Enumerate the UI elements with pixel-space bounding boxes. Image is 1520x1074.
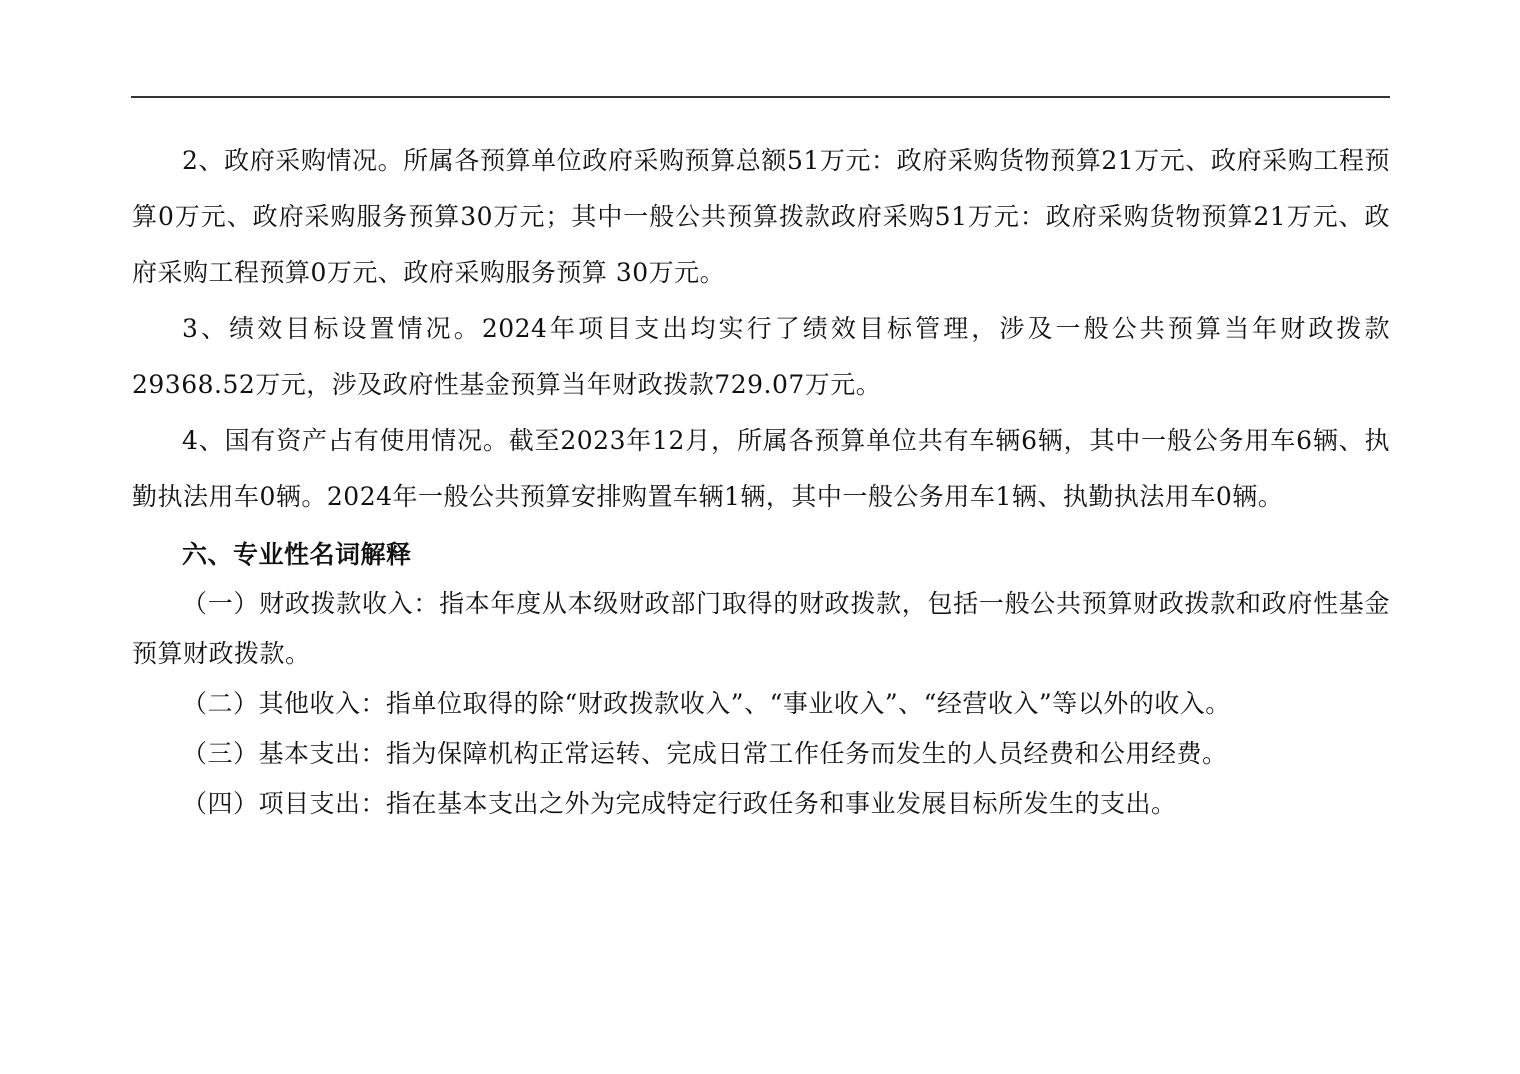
header-rule [131, 96, 1390, 98]
section-heading-terminology: 六、专业性名词解释 [182, 540, 412, 569]
paragraph-state-assets: 4、国有资产占有使用情况。截至2023年12月，所属各预算单位共有车辆6辆，其中一般公务用车6辆、执勤执法用车0辆。2024年一般公共预算安排购置车辆1辆，其中一般公务用车1辆、执勤执法用车0辆。 [132, 426, 1390, 511]
definition-project-expenditure: （四）项目支出：指在基本支出之外为完成特定行政任务和事业发展目标所发生的支出。 [182, 789, 1177, 818]
document-body [132, 133, 1390, 829]
paragraph-performance-targets: 3、绩效目标设置情况。2024年项目支出均实行了绩效目标管理，涉及一般公共预算当年财政拨款29368.52万元，涉及政府性基金预算当年财政拨款729.07万元。 [132, 314, 1390, 399]
definition-fiscal-appropriation-income: （一）财政拨款收入：指本年度从本级财政部门取得的财政拨款，包括一般公共预算财政拨款和政府性基金预算财政拨款。 [132, 589, 1390, 668]
paragraph-government-procurement: 2、政府采购情况。所属各预算单位政府采购预算总额51万元：政府采购货物预算21万元、政府采购工程预算0万元、政府采购服务预算30万元；其中一般公共预算拨款政府采购51万元：政府采购货物预算21万元、政府采购工程预算0万元、政府采购服务预算 30万元。 [132, 146, 1390, 287]
definition-basic-expenditure: （三）基本支出：指为保障机构正常运转、完成日常工作任务而发生的人员经费和公用经费。 [182, 739, 1228, 768]
definition-other-income: （二）其他收入：指单位取得的除“财政拨款收入”、“事业收入”、“经营收入”等以外的收入。 [182, 689, 1231, 718]
